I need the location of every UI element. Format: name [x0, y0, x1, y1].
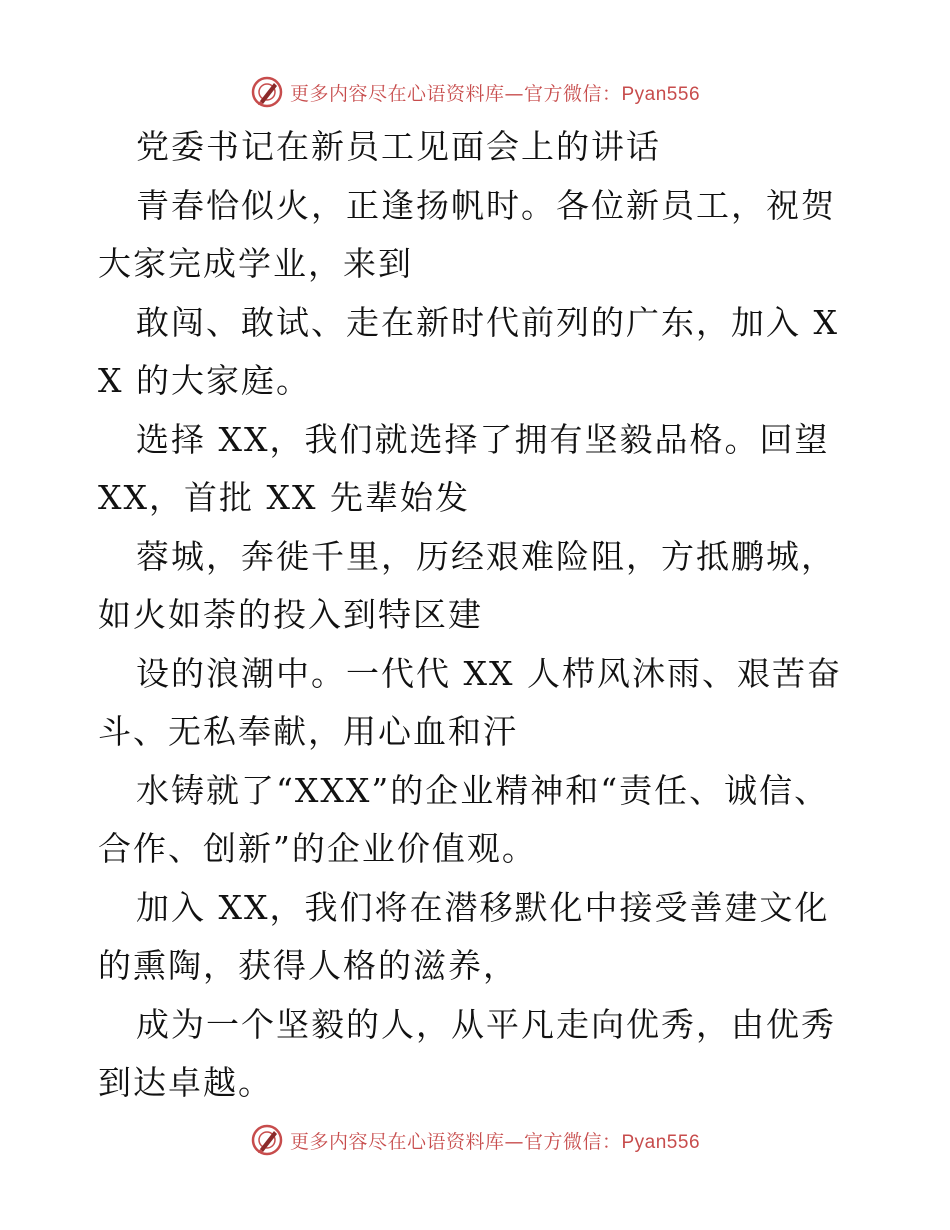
- document-body: [98, 118, 858, 1113]
- header-banner: [0, 70, 950, 114]
- wechat-id: Pyan556: [621, 83, 701, 105]
- paragraph: 加入 XX，我们将在潜移默化中接受善建文化的熏陶，获得人格的滋养，: [98, 887, 830, 985]
- banner-text: 更多内容尽在心语资料库—官方微信：Pyan556: [289, 1130, 701, 1153]
- paragraph: 成为一个坚毅的人，从平凡走向优秀，由优秀到达卓越。: [98, 1004, 836, 1102]
- paragraph: 蓉城，奔徙千里，历经艰难险阻，方抵鹏城，如火如荼的投入到特区建: [98, 536, 836, 634]
- banner-text: 更多内容尽在心语资料库—官方微信：Pyan556: [289, 82, 701, 105]
- paragraph: 设的浪潮中。一代代 XX 人栉风沐雨、艰苦奋斗、无私奉献，用心血和汗: [98, 653, 842, 751]
- pen-nib-logo-icon: [250, 75, 284, 109]
- paragraph: 青春恰似火，正逢扬帆时。各位新员工，祝贺大家完成学业，来到: [98, 185, 836, 283]
- paragraph: 选择 XX，我们就选择了拥有坚毅品格。回望 XX，首批 XX 先辈始发: [98, 419, 830, 517]
- paragraph: 敢闯、敢试、走在新时代前列的广东，加入 XX 的大家庭。: [98, 302, 839, 400]
- wechat-id: Pyan556: [621, 1131, 701, 1153]
- paragraph: 水铸就了“XXX”的企业精神和“责任、诚信、合作、创新”的企业价值观。: [98, 770, 830, 868]
- footer-banner: [0, 1118, 950, 1162]
- document-title: 党委书记在新员工见面会上的讲话: [136, 127, 661, 166]
- pen-nib-logo-icon: [250, 1123, 284, 1157]
